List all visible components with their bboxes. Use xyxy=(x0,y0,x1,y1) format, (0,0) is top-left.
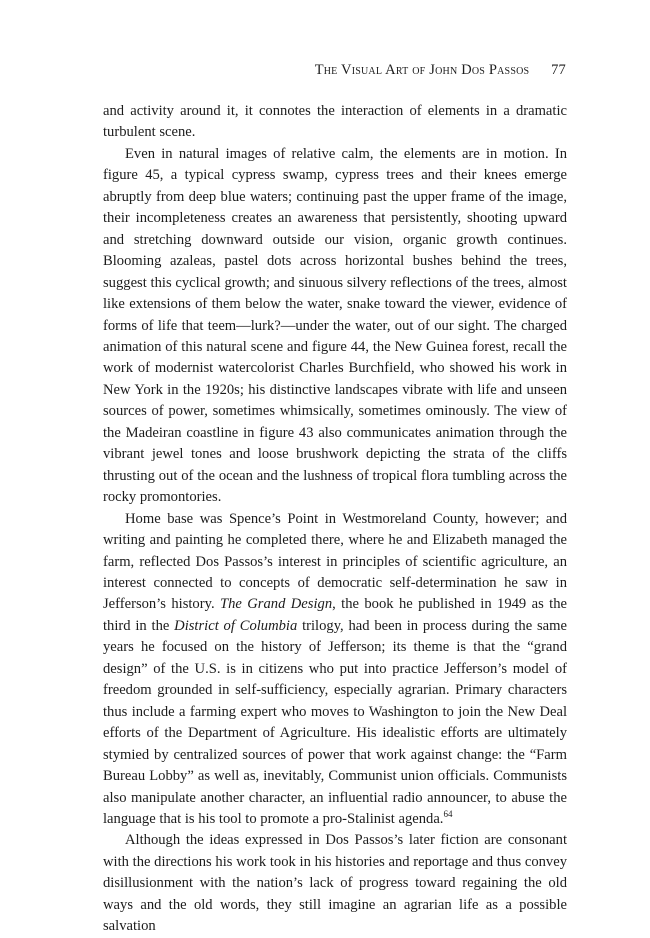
paragraph-4 xyxy=(103,830,567,937)
paragraph-text: Although the ideas expressed in Dos Passos’s later fiction are consonant with the directions his work took in his histories and reportage and thus convey disillusionment with the nation’s lack of progress toward regaining the old ways and the old words, they still imagine an agrarian life as a possible salvation xyxy=(103,832,567,935)
paragraph-text: Even in natural images of relative calm, the elements are in motion. In figure 45, a typical cypress swamp, cypress trees and their knees emerge abruptly from deep blue waters; continuing past the upper frame of the image, their incompleteness creates an awareness that persistently, shooting upward and stretching downward outside our vision, organic growth continues. Blooming azaleas, pastel dots across horizontal bushes behind the trees, suggest this cyclical growth; and sinuous silvery reflections of the trees, almost like extensions of them below the water, snake toward the viewer, evidence of forms of life that teem—lurk?—under the water, out of our sight. The charged animation of this natural scene and figure 44, the New Guinea forest, recall the work of modernist watercolorist Charles Burchfield, who showed his work in New York in the 1920s; his distinctive landscapes vibrate with life and unseen sources of power, sometimes whimsically, sometimes ominously. The view of the Madeiran coastline in figure 43 also communicates animation through the vibrant jewel tones and loose brushwork depicting the strata of the cliffs thrusting out of the ocean and the lushness of tropical flora tumbling across the rocky promontories. xyxy=(103,145,567,506)
paragraph-text: and activity around it, it connotes the interaction of elements in a dramatic turbulent scene. xyxy=(103,103,567,141)
running-head xyxy=(315,62,566,79)
running-head-title: The Visual Art of John Dos Passos xyxy=(314,62,530,78)
body-text xyxy=(103,101,567,938)
paragraph-3 xyxy=(103,509,567,831)
paragraph-2 xyxy=(103,144,567,509)
paragraph-text: , the book he published in 1949 as the third in the xyxy=(103,596,567,634)
paragraph-1 xyxy=(103,101,567,144)
footnote-reference: 64 xyxy=(443,809,453,820)
italic-title: The Grand Design xyxy=(219,596,333,613)
page-number: 77 xyxy=(551,62,566,78)
paragraph-text: trilogy, had been in process during the same years he focused on the history of Jefferson; its theme is that the “grand design” of the U.S. is in citizens who put into practice Jefferson’s model of freedom grounded in self-sufficiency, especially agrarian. Primary characters thus include a farming expert who moves to Washington to join the New Deal efforts of the Department of Agriculture. His idealistic efforts are ultimately stymied by centralized sources of power that work against change: the “Farm Bureau Lobby” as well as, inevitably, Communist union officials. Communists also manipulate another character, an influential radio announcer, to abuse the language that is his tool to promote a pro-Stalinist agenda. xyxy=(103,617,567,827)
paragraph-text: Home base was Spence’s Point in Westmoreland County, however; and writing and painting he completed there, where he and Elizabeth managed the farm, reflected Dos Passos’s interest in principles of scientific agriculture, an interest connected to concepts of democratic self-determination he saw in Jefferson’s history. xyxy=(103,510,567,613)
italic-title: District of Columbia xyxy=(174,617,298,634)
